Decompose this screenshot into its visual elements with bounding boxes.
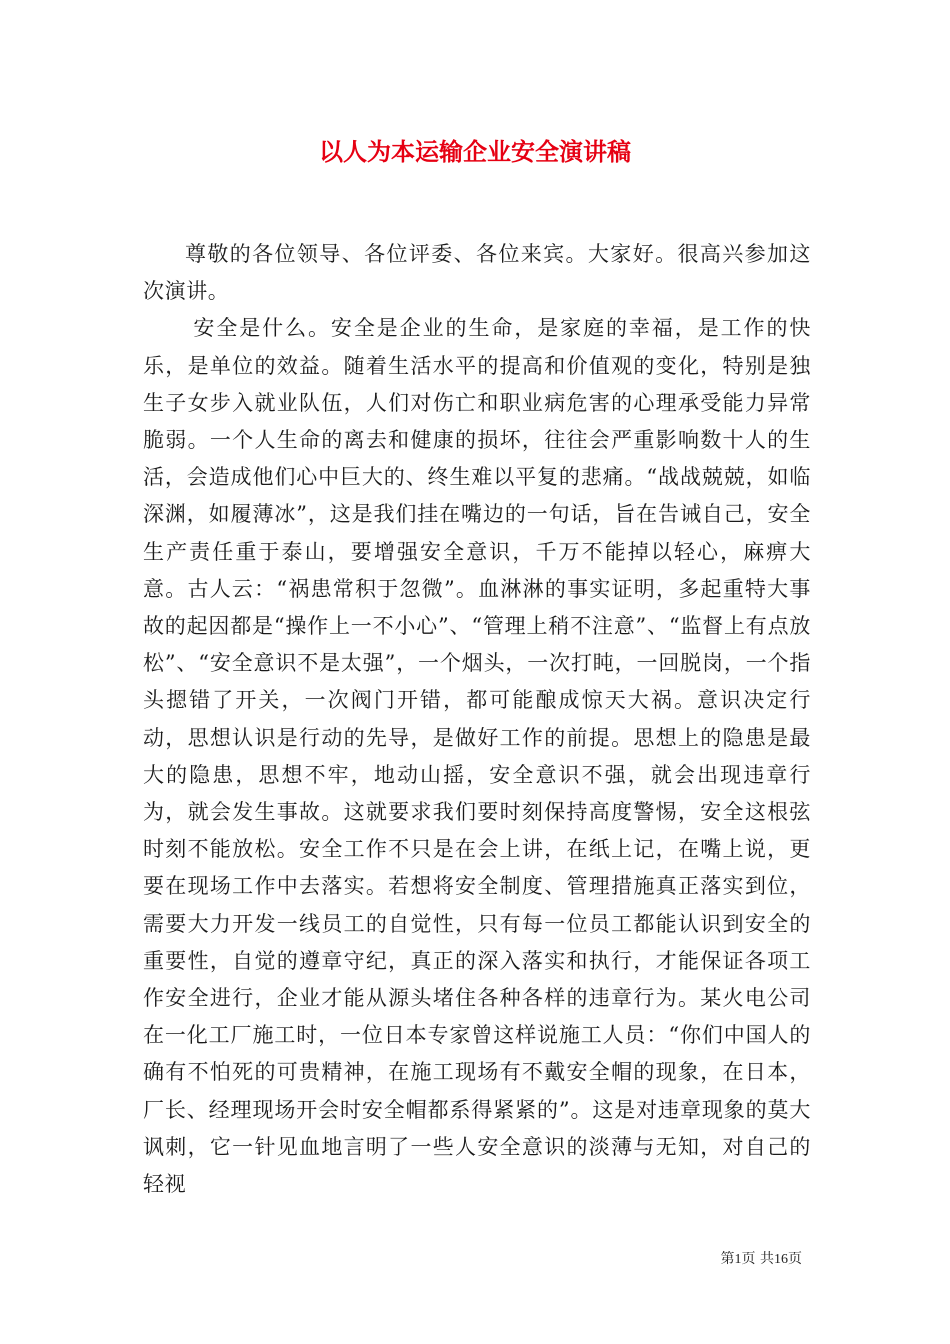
document-body [143, 236, 811, 1203]
paragraph-greeting: 尊敬的各位领导、各位评委、各位来宾。大家好。很高兴参加这次演讲。 [143, 242, 811, 304]
footer-total-pages: 16 [774, 1252, 788, 1267]
page-footer [721, 1249, 802, 1270]
footer-prefix: 第 [720, 1251, 735, 1267]
footer-current-page: 1 [734, 1252, 742, 1267]
footer-suffix: 页 [788, 1251, 802, 1267]
footer-middle: 页 共 [741, 1251, 774, 1267]
paragraph-main: 安全是什么。安全是企业的生命，是家庭的幸福，是工作的快乐，是单位的效益。随着生活水平的提高和价值观的变化，特别是独生子女步入就业队伍，人们对伤亡和职业病危害的心理承受能力异常脆弱。一个人生命的离去和健康的损坏，往往会严重影响数十人的生活，会造成他们心中巨大的、终生难以平复的悲痛。“战战兢兢，如临深渊，如履薄冰”，这是我们挂在嘴边的一句话，旨在告诫自己，安全生产责任重于泰山，要增强安全意识，千万不能掉以轻心，麻痹大意。古人云：“祸患常积于忽微”。血淋淋的事实证明，多起重特大事故的起因都是“操作上一不小心”、“管理上稍不注意”、“监督上有点放松”、“安全意识不是太强”，一个烟头，一次打盹，一回脱岗，一个指头摁错了开关，一次阀门开错，都可能酿成惊天大祸。意识决定行动，思想认识是行动的先导，是做好工作的前提。思想上的隐患是最大的隐患，思想不牢，地动山摇，安全意识不强，就会出现违章行为，就会发生事故。这就要求我们要时刻保持高度警惕，安全这根弦时刻不能放松。安全工作不只是在会上讲，在纸上记，在嘴上说，更要在现场工作中去落实。若想将安全制度、管理措施真正落实到位，需要大力开发一线员工的自觉性，只有每一位员工都能认识到安全的重要性，自觉的遵章守纪，真正的深入落实和执行，才能保证各项工作安全进行，企业才能从源头堵住各种各样的违章行为。某火电公司在一化工厂施工时，一位日本专家曾这样说施工人员：“你们中国人的确有不怕死的可贵精神，在施工现场有不戴安全帽的现象，在日本，厂长、经理现场开会时安全帽都系得紧紧的”。这是对违章现象的莫大讽刺，它一针见血地言明了一些人安全意识的淡薄与无知，对自己的轻视 [143, 316, 811, 1197]
document-title: 以人为本运输企业安全演讲稿 [319, 137, 631, 166]
